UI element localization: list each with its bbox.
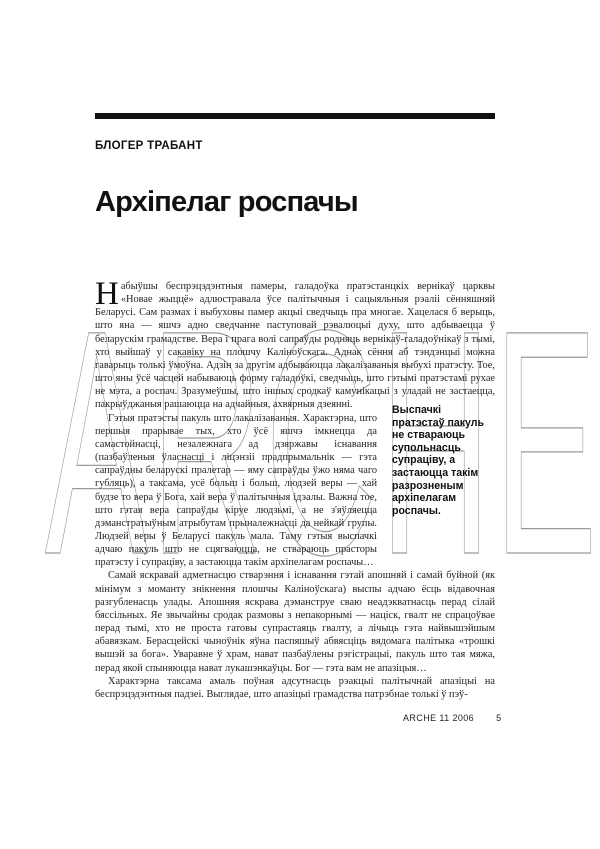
- paragraph-1: [95, 276, 495, 412]
- page-footer: [403, 713, 501, 723]
- paragraph-4: Характэрна таксама амаль поўная адсутнасць рэакцыі палітычнай апазіцыі на беспрэцэдэнтныя падзеі. Выглядае, што апазіцыі грамадства патрэбнае толькі ў пэў-: [95, 675, 495, 700]
- article-title: Архіпелаг роспачы: [95, 186, 358, 218]
- paragraph-1-text: абыўшы беспрэцэдэнтныя памеры, галадоўка пратэстанцкіх вернікаў царквы «Новае жыццё» адлюстравала ўсе палітычныя і сацыяльныя рэаліі сённяшняй Беларусі. Сам размах і выбуховы памер акцыі сведчыць пра многае. Хацелася б верыць, што яна — яшчэ адно сведчанне паступовай рэвалюцыі духу, што адбываецца ў беларускім грамадстве. Вера і прага волі сапраўды родняць вернікаў-галадоўнікаў з тымі, хто выйшаў у сакавіку на плошчу Каліноўскага. Аднак сёння аб тэндэнцыі можна гаварыць толькі ўмоўна. Адзін за другім адбываюцца лакалізаваныя выбухі пратэсту. Тое, што яны ўсё часцей набываюць форму галадоўкі, сведчыць, што гэтымі пратэстамі рухае не мэта, а роспач. Зразумеўшы, што іншых сродкаў камунікацыі з уладай не застаецца, пакрыўджаныя рашаюцца на адчайныя, ахвярныя дзеянні.: [95, 281, 495, 411]
- top-rule: [95, 113, 495, 119]
- page-number: 5: [496, 713, 502, 723]
- paragraph-2: Гэтыя пратэсты пакуль што лакалізаваныя. Характэрна, што першыя прарывае тых, хто ўсё яшчэ імкнецца да самастойнасці, незалежнага ад дзяржавы існавання (пазбаўленыя ўласнасці і ліцэнзіі прадпрымальнік — гэта сапраўдны беларускі пралетар — яму сапраўды ўжо няма чаго губляць), а таксама, усё больш і больш, людзей веры — хай будзе то вера ў Бога, хай вера ў палітычныя ідэалы. Важна тое, што гэтая вера сапраўды кіруе людзьмі, а не з'яўляецца дэманстратыўным атрыбутам прыналежнасці да нейкай групы. Людзей веры ў Беларусі пакуль мала. Таму гэтыя выспачкі адчаю пакуль што не сцягваюцца, не ствараюць прасторы пратэсту і супраціву, а застаюцца такім архіпелагам роспачы…: [95, 412, 377, 569]
- issue-label: ARCHE 11 2006: [403, 713, 475, 723]
- drop-cap: Н: [95, 276, 119, 312]
- watermark-text: ARCHE: [45, 263, 600, 598]
- author-byline: БЛОГЕР ТРАБАНТ: [95, 140, 203, 152]
- pull-quote: Выспачкі пратэстаў пакуль не ствараюць супольнасць супраціву, а застаюцца такім разрозненым архіпелагам роспачы.: [392, 404, 485, 517]
- paragraph-3: Самай яскравай адметнасцю стварэння і існавання гэтай апошняй і самай буйной (як мінімум з моманту знікнення плошчы Каліноўскага) выспы адчаю ёсць відавочная разгубленасць улады. Апошняя яскрава дэманструе сваю неадэкватнасць перад сілай бяссільных. Яе звычайны сродак размовы з непакорнымі — націск, гвалт не спрацоўвае перад тымі, хто не проста гатовы супрастаяць гвалту, а лічыць гэта найвышэйшым абавязкам. Берасцейскі чыноўнік яўна паспяшыў абвясціць вядомага палітыка «трошкі вышэй за бога». Уваравне ў храм, нават пазбаўлены рэгістрацыі, пакуль што тая мяжа, перад якой спыняюцца нават лукашэнкаўцы. Бог — гэта вам не апазіцыя…: [95, 570, 495, 674]
